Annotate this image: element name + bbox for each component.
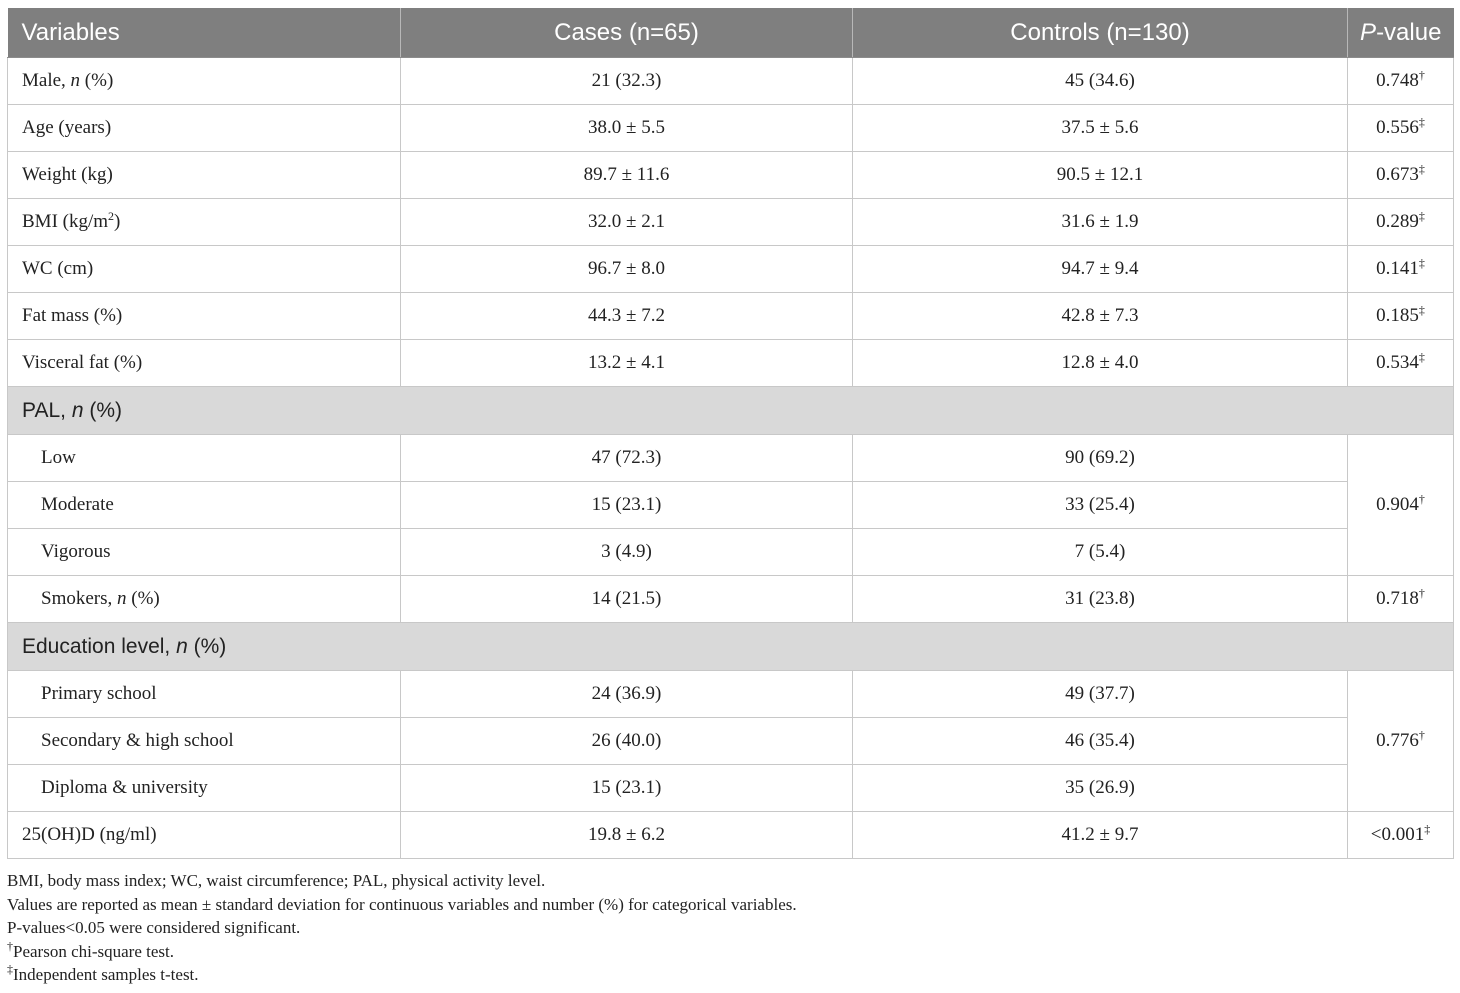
p-value: 0.534‡ xyxy=(1348,340,1454,387)
footnote-double-dagger: ‡Independent samples t-test. xyxy=(7,962,199,984)
row-label-vitamin-d: 25(OH)D (ng/ml) xyxy=(8,812,401,859)
section-row-pal xyxy=(8,387,1454,435)
row-label-weight: Weight (kg) xyxy=(8,152,401,199)
controls-value: 45 (34.6) xyxy=(853,58,1348,105)
header-p-italic: P xyxy=(1360,18,1377,46)
row-label-visceral-fat: Visceral fat (%) xyxy=(8,340,401,387)
footnote-mark: ‡ xyxy=(1418,209,1425,223)
footnote-mark: † xyxy=(1418,728,1425,742)
table-row xyxy=(8,435,1454,482)
cases-value: 15 (23.1) xyxy=(401,765,853,812)
table-row xyxy=(8,293,1454,340)
row-label-age: Age (years) xyxy=(8,105,401,152)
dagger-mark: † xyxy=(7,938,13,953)
table-row xyxy=(8,529,1454,576)
controls-value: 41.2 ± 9.7 xyxy=(853,812,1348,859)
footnote-mark: ‡ xyxy=(1418,350,1425,364)
controls-value: 7 (5.4) xyxy=(853,529,1348,576)
table-footnotes xyxy=(7,869,797,987)
characteristics-table-container xyxy=(7,8,1453,859)
p-value: 0.718† xyxy=(1348,576,1454,623)
cases-value: 14 (21.5) xyxy=(401,576,853,623)
row-label-smokers: Smokers, n (%) xyxy=(8,576,401,623)
table-row xyxy=(8,105,1454,152)
controls-value: 12.8 ± 4.0 xyxy=(853,340,1348,387)
cases-value: 38.0 ± 5.5 xyxy=(401,105,853,152)
row-label-pal-low: Low xyxy=(8,435,401,482)
cases-value: 19.8 ± 6.2 xyxy=(401,812,853,859)
row-label-fat-mass: Fat mass (%) xyxy=(8,293,401,340)
table-row xyxy=(8,246,1454,293)
section-label-education: Education level, n (%) xyxy=(8,623,1454,671)
footnote-mark: ‡ xyxy=(1418,303,1425,317)
cases-value: 89.7 ± 11.6 xyxy=(401,152,853,199)
footnote-mark: † xyxy=(1418,586,1425,600)
table-row xyxy=(8,340,1454,387)
section-label-pal: PAL, n (%) xyxy=(8,387,1454,435)
table-row xyxy=(8,718,1454,765)
table-header-row xyxy=(8,8,1454,58)
table-row xyxy=(8,152,1454,199)
row-label-secondary-school: Secondary & high school xyxy=(8,718,401,765)
section-row-education xyxy=(8,623,1454,671)
characteristics-table xyxy=(7,8,1454,859)
controls-value: 94.7 ± 9.4 xyxy=(853,246,1348,293)
table-row xyxy=(8,576,1454,623)
footnote-significance: P-values<0.05 were considered significant. xyxy=(7,918,301,937)
p-value: 0.556‡ xyxy=(1348,105,1454,152)
table-row xyxy=(8,812,1454,859)
footnote-mark: ‡ xyxy=(1418,162,1425,176)
footnote-mark: ‡ xyxy=(1418,115,1425,129)
p-value: <0.001‡ xyxy=(1348,812,1454,859)
footnote-dagger: †Pearson chi-square test. xyxy=(7,938,174,961)
header-controls: Controls (n=130) xyxy=(853,8,1348,58)
row-label-diploma-university: Diploma & university xyxy=(8,765,401,812)
footnote-values: Values are reported as mean ± standard deviation for continuous variables and number (%) for categorical variables. xyxy=(7,894,797,914)
footnote-mark: † xyxy=(1418,68,1425,82)
footnote-mark: ‡ xyxy=(1418,256,1425,270)
header-variables: Variables xyxy=(8,8,401,58)
row-label-male: Male, n (%) xyxy=(8,58,401,105)
controls-value: 37.5 ± 5.6 xyxy=(853,105,1348,152)
cases-value: 44.3 ± 7.2 xyxy=(401,293,853,340)
p-value: 0.289‡ xyxy=(1348,199,1454,246)
p-value-pal: 0.904† xyxy=(1348,435,1454,576)
controls-value: 35 (26.9) xyxy=(853,765,1348,812)
controls-value: 90 (69.2) xyxy=(853,435,1348,482)
cases-value: 3 (4.9) xyxy=(401,529,853,576)
footnote-mark: † xyxy=(1418,492,1425,506)
row-label-pal-moderate: Moderate xyxy=(8,482,401,529)
table-row xyxy=(8,199,1454,246)
row-label-wc: WC (cm) xyxy=(8,246,401,293)
cases-value: 96.7 ± 8.0 xyxy=(401,246,853,293)
table-row xyxy=(8,671,1454,718)
table-row xyxy=(8,482,1454,529)
cases-value: 26 (40.0) xyxy=(401,718,853,765)
controls-value: 33 (25.4) xyxy=(853,482,1348,529)
double-dagger-mark: ‡ xyxy=(7,962,13,976)
cases-value: 32.0 ± 2.1 xyxy=(401,199,853,246)
cases-value: 13.2 ± 4.1 xyxy=(401,340,853,387)
p-value: 0.673‡ xyxy=(1348,152,1454,199)
table-row xyxy=(8,58,1454,105)
controls-value: 90.5 ± 12.1 xyxy=(853,152,1348,199)
row-label-bmi: BMI $(kg/m^2)$ xyxy=(8,199,401,246)
controls-value: 31.6 ± 1.9 xyxy=(853,199,1348,246)
table-row xyxy=(8,765,1454,812)
header-p-value xyxy=(1348,8,1454,58)
header-cases: Cases (n=65) xyxy=(401,8,853,58)
footnote-mark: ‡ xyxy=(1424,822,1431,836)
cases-value: 47 (72.3) xyxy=(401,435,853,482)
p-value-education: 0.776† xyxy=(1348,671,1454,812)
row-label-pal-vigorous: Vigorous xyxy=(8,529,401,576)
p-value: 0.748† xyxy=(1348,58,1454,105)
controls-value: 31 (23.8) xyxy=(853,576,1348,623)
p-value: 0.141‡ xyxy=(1348,246,1454,293)
p-value: 0.185‡ xyxy=(1348,293,1454,340)
controls-value: 42.8 ± 7.3 xyxy=(853,293,1348,340)
cases-value: 21 (32.3) xyxy=(401,58,853,105)
footnote-abbreviations: BMI, body mass index; WC, waist circumference; PAL, physical activity level. xyxy=(7,871,546,890)
cases-value: 24 (36.9) xyxy=(401,671,853,718)
controls-value: 46 (35.4) xyxy=(853,718,1348,765)
header-p-suffix: -value xyxy=(1376,18,1442,46)
controls-value: 49 (37.7) xyxy=(853,671,1348,718)
cases-value: 15 (23.1) xyxy=(401,482,853,529)
row-label-primary-school: Primary school xyxy=(8,671,401,718)
